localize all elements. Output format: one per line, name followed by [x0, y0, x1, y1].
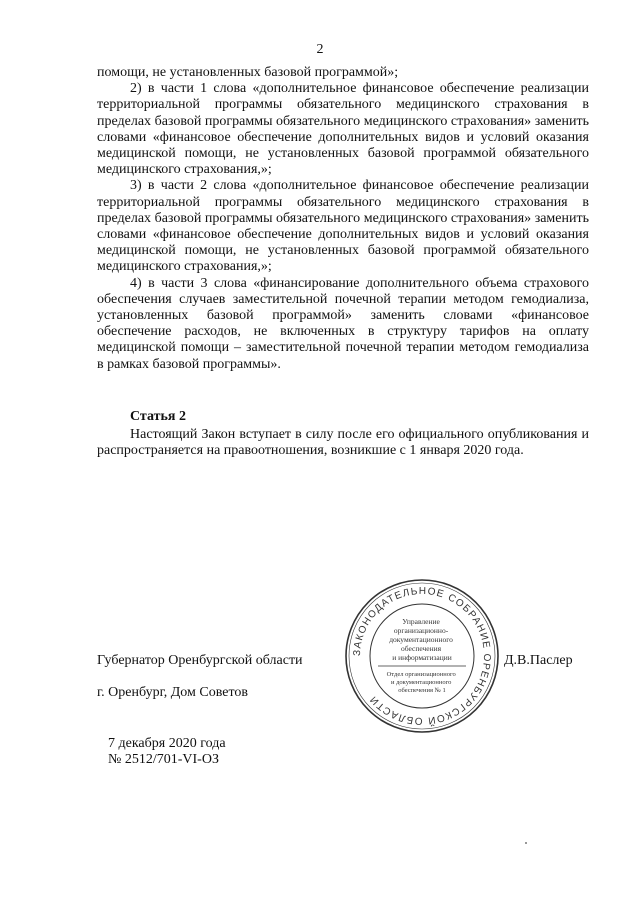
signatory-position: Губернатор Оренбургской области: [97, 653, 303, 668]
paragraph-item-3: 3) в части 2 слова «дополнительное финансовое обеспечение реализации территориальной программы обязательного медицинского страхования в пределах базовой программы обязательного медицинского страхования» заменить словами «финансовое обеспечение дополнительных видов и условий оказания медицинской помощи, не установленных базовой программой обязательного медицинского страхования,»;: [97, 178, 589, 275]
amendments-text: [97, 65, 589, 373]
article-heading: Статья 2: [130, 409, 186, 424]
law-number: № 2512/701-VI-ОЗ: [108, 752, 219, 767]
signatory-name: Д.В.Паслер: [504, 653, 573, 668]
official-seal: [344, 578, 500, 734]
paragraph-item-2: 2) в части 1 слова «дополнительное финансовое обеспечение реализации территориальной программы обязательного медицинского страхования в пределах базовой программы обязательного медицинского страхования» заменить словами «финансовое обеспечение дополнительных видов и условий оказания медицинской помощи, не установленных базовой программой обязательного медицинского страхования,»;: [97, 81, 589, 178]
seal-department-text: Отдел организационного и документационного обеспечения № 1: [386, 671, 456, 694]
seal-inner-text: Управление организационно- документационного обеспечения и информатизации: [389, 617, 453, 662]
page-number: 2: [316, 42, 324, 57]
paragraph-continuation: помощи, не установленных базовой программой»;: [97, 65, 399, 80]
seal-ring-text: ЗАКОНОДАТЕЛЬНОЕ СОБРАНИЕ ОРЕНБУРГСКОЙ ОБЛАСТИ: [351, 585, 493, 727]
signing-date: 7 декабря 2020 года: [108, 736, 226, 751]
signing-place: г. Оренбург, Дом Советов: [97, 685, 248, 700]
paragraph-item-4: 4) в части 3 слова «финансирование дополнительного объема страхового обеспечения случаев заместительной почечной терапии методом гемодиализа, установленных базовой программой» заменить словами «финансовое обеспечение расходов, не включенных в структуру тарифов на оплату медицинской помощи – заместительной почечной терапии методом гемодиализа в рамках базовой программы».: [97, 275, 589, 372]
scan-speck: [525, 842, 527, 844]
article-text: Настоящий Закон вступает в силу после его официального опубликования и распространяется на правоотношения, возникшие с 1 января 2020 года.: [97, 427, 589, 459]
